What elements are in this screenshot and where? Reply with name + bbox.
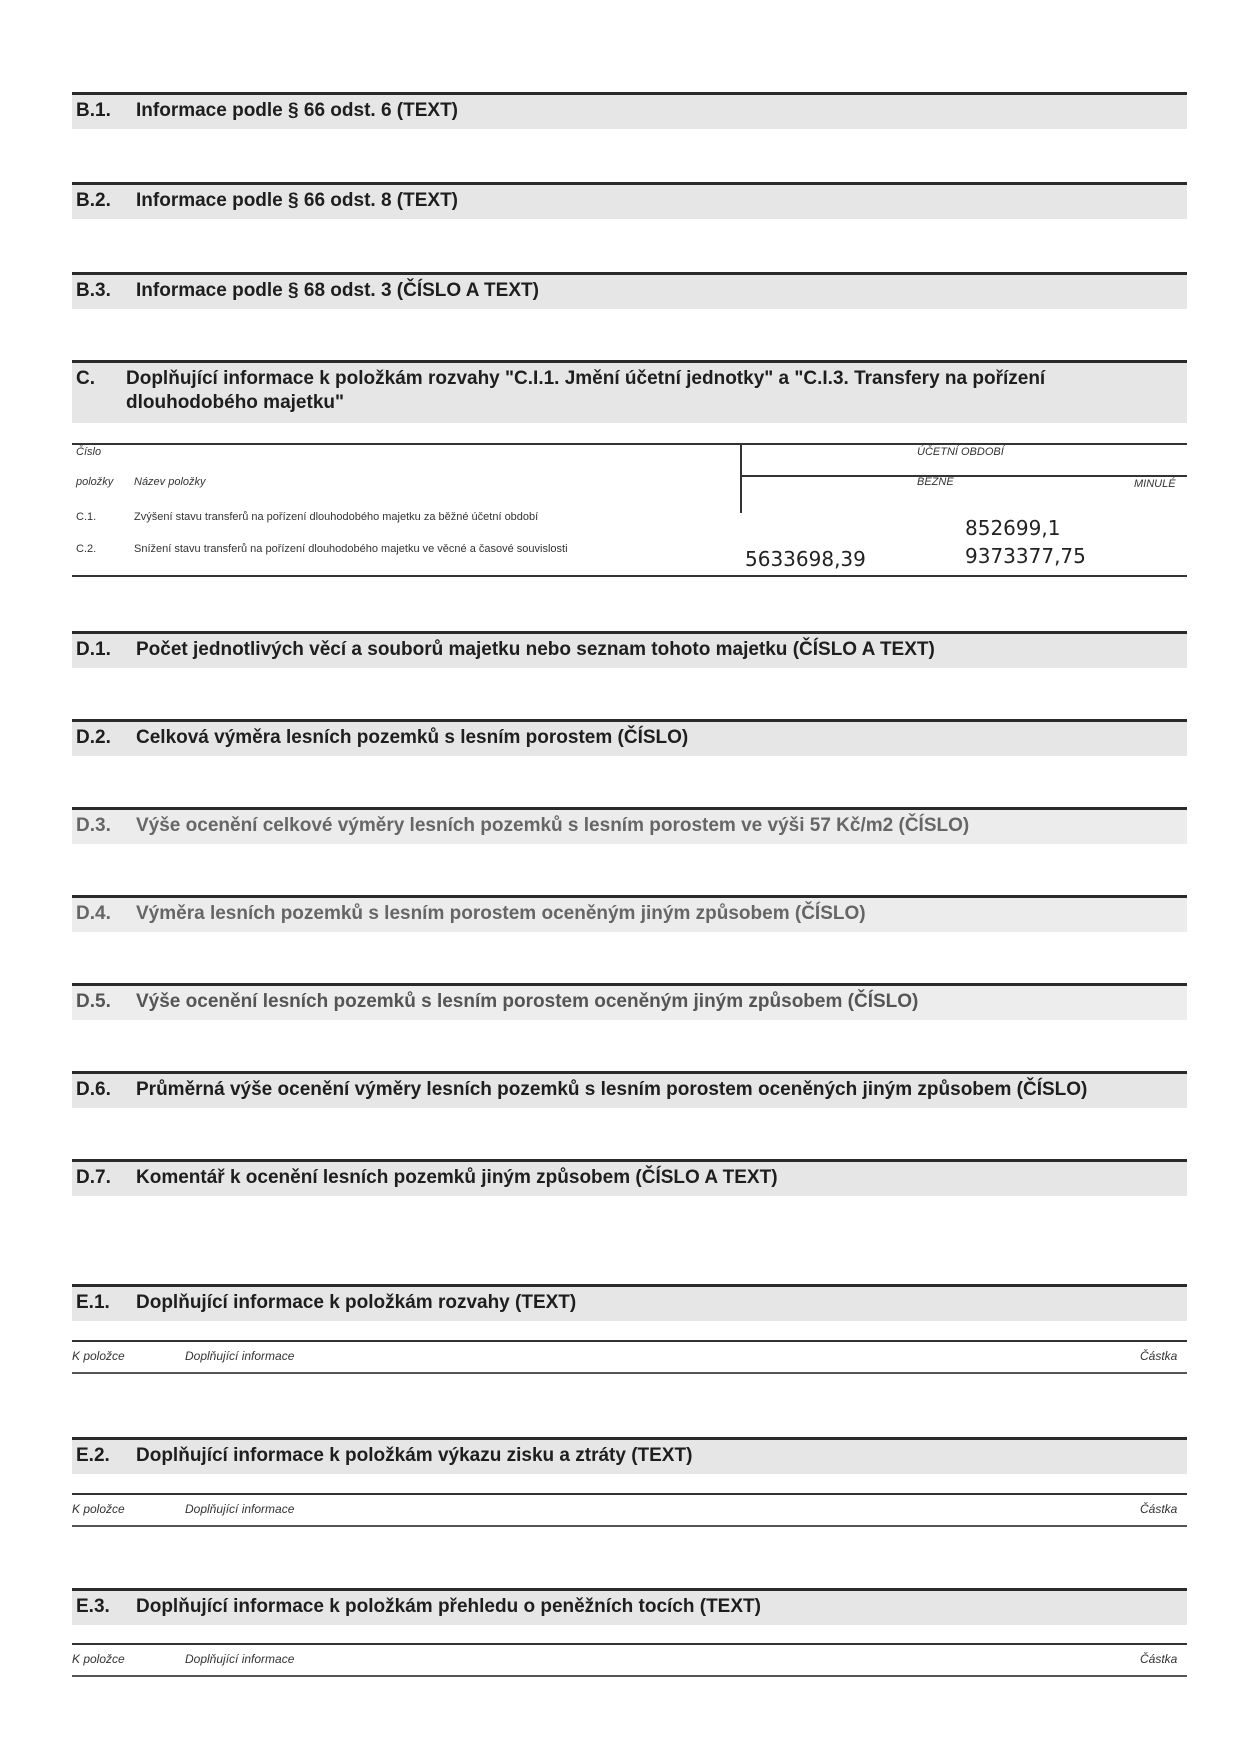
header-bezne: BĚŽNÉ	[917, 476, 954, 488]
section-title: Doplňující informace k položkám rozvahy "C.I.1. Jmění účetní jednotky" a "C.I.3. Transfery na pořízení dlouhodobého majetku"	[126, 368, 1046, 413]
section-number: D.2.	[76, 727, 111, 748]
row-name: Zvýšení stavu transferů na pořízení dlouhodobého majetku za běžné účetní období	[134, 511, 539, 523]
table-e3	[72, 1643, 1187, 1683]
section-number: E.3.	[76, 1596, 110, 1617]
row-minule-value: 9373377,75	[965, 544, 1086, 568]
section-title: Průměrná výše ocenění výměry lesních pozemků s lesním porostem oceněných jiným způsobem (ČÍSLO)	[136, 1079, 1088, 1100]
divider	[72, 1372, 1187, 1374]
section-d1	[72, 631, 1187, 668]
section-number: D.3.	[76, 815, 111, 836]
col-castka: Částka	[1140, 1349, 1178, 1363]
divider	[742, 475, 1187, 477]
section-title: Informace podle § 66 odst. 6 (TEXT)	[136, 100, 459, 121]
row-bezne-value: 5633698,39	[745, 547, 866, 571]
section-number: B.2.	[76, 190, 111, 211]
col-k-polozce: K položce	[72, 1652, 125, 1666]
section-title: Informace podle § 66 odst. 8 (TEXT)	[136, 190, 459, 211]
section-title: Počet jednotlivých věcí a souborů majetku nebo seznam tohoto majetku (ČÍSLO A TEXT)	[136, 639, 935, 660]
section-e2	[72, 1437, 1187, 1474]
col-doplnujici-informace: Doplňující informace	[185, 1652, 295, 1666]
section-number: D.6.	[76, 1079, 111, 1100]
row-minule-value: 852699,1	[965, 516, 1061, 540]
section-title: Informace podle § 68 odst. 3 (ČÍSLO A TEXT)	[136, 280, 539, 301]
section-number: B.3.	[76, 280, 111, 301]
col-castka: Částka	[1140, 1502, 1178, 1516]
col-k-polozce: K položce	[72, 1349, 125, 1363]
section-d4	[72, 895, 1187, 932]
section-b3	[72, 272, 1187, 309]
col-doplnujici-informace: Doplňující informace	[185, 1502, 295, 1516]
header-polozky: položky	[76, 476, 114, 488]
col-k-polozce: K položce	[72, 1502, 125, 1516]
col-castka: Částka	[1140, 1652, 1178, 1666]
section-title: Výše ocenění lesních pozemků s lesním porostem oceněným jiným způsobem (ČÍSLO)	[136, 991, 919, 1012]
divider	[740, 443, 742, 513]
header-ucetni-obdobi: ÚČETNÍ OBDOBÍ	[917, 446, 1004, 458]
divider	[72, 443, 1187, 445]
section-title: Doplňující informace k položkám rozvahy (TEXT)	[136, 1292, 577, 1313]
header-nazev: Název položky	[134, 476, 206, 488]
section-number: D.1.	[76, 639, 111, 660]
table-c	[72, 443, 1187, 577]
divider	[72, 1675, 1187, 1677]
section-number: E.2.	[76, 1445, 110, 1466]
table-e1	[72, 1340, 1187, 1380]
section-d5	[72, 983, 1187, 1020]
section-number: B.1.	[76, 100, 111, 121]
row-code: C.2.	[76, 543, 97, 555]
section-number: E.1.	[76, 1292, 110, 1313]
divider	[72, 1525, 1187, 1527]
section-number: C.	[76, 368, 95, 389]
section-title: Komentář k ocenění lesních pozemků jiným způsobem (ČÍSLO A TEXT)	[136, 1167, 778, 1188]
section-d2	[72, 719, 1187, 756]
table-e2	[72, 1493, 1187, 1533]
section-title: Výměra lesních pozemků s lesním porostem oceněným jiným způsobem (ČÍSLO)	[136, 903, 866, 924]
divider	[72, 575, 1187, 577]
section-d6	[72, 1071, 1187, 1108]
header-minule: MINULÉ	[1134, 478, 1176, 490]
col-doplnujici-informace: Doplňující informace	[185, 1349, 295, 1363]
row-code: C.1.	[76, 511, 97, 523]
section-title: Výše ocenění celkové výměry lesních pozemků s lesním porostem ve výši 57 Kč/m2 (ČÍSLO)	[136, 815, 970, 836]
divider	[72, 1493, 1187, 1495]
divider	[72, 1643, 1187, 1645]
section-number: D.4.	[76, 903, 111, 924]
section-e1	[72, 1284, 1187, 1321]
section-d3	[72, 807, 1187, 844]
section-e3	[72, 1588, 1187, 1625]
row-name: Snížení stavu transferů na pořízení dlouhodobého majetku ve věcné a časové souvislosti	[134, 543, 568, 555]
section-title: Doplňující informace k položkám výkazu zisku a ztráty (TEXT)	[136, 1445, 693, 1466]
section-number: D.7.	[76, 1167, 111, 1188]
section-c	[72, 360, 1187, 423]
divider	[72, 1340, 1187, 1342]
section-number: D.5.	[76, 991, 111, 1012]
header-cislo: Číslo	[76, 446, 102, 458]
section-b2	[72, 182, 1187, 219]
section-title: Doplňující informace k položkám přehledu o peněžních tocích (TEXT)	[136, 1596, 761, 1617]
section-d7	[72, 1159, 1187, 1196]
section-title: Celková výměra lesních pozemků s lesním porostem (ČÍSLO)	[136, 727, 689, 748]
section-b1	[72, 92, 1187, 129]
